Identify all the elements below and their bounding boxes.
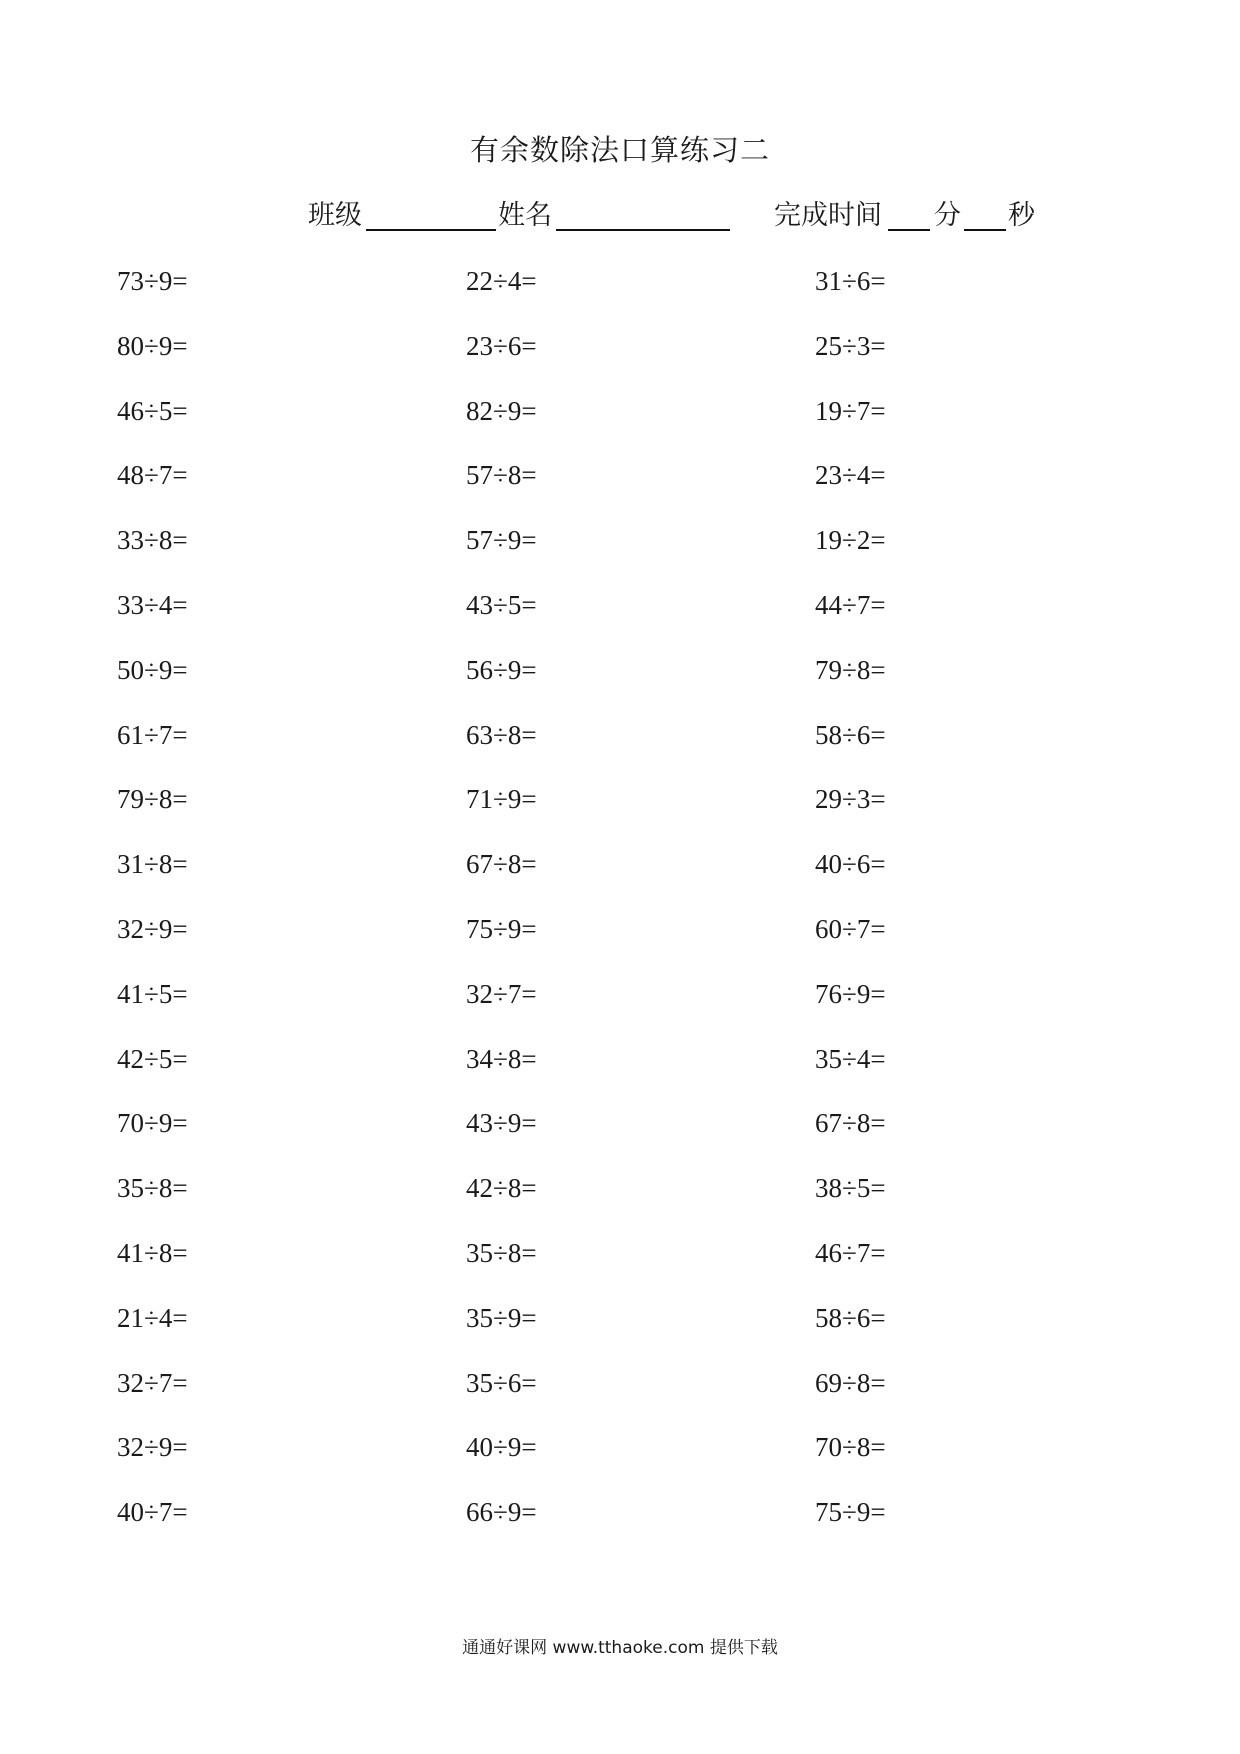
problem-item: 33÷8=: [117, 525, 188, 555]
problem-item: 50÷9=: [117, 655, 188, 685]
problem-item: 60÷7=: [815, 914, 886, 944]
problem-item: 32÷7=: [117, 1368, 188, 1398]
page-title: 有余数除法口算练习二: [469, 133, 770, 167]
problem-item: 40÷9=: [466, 1432, 537, 1462]
problem-item: 33÷4=: [117, 590, 188, 620]
second-label: 秒: [1008, 200, 1035, 231]
problem-item: 79÷8=: [815, 655, 886, 685]
second-blank: [964, 229, 1006, 231]
problem-item: 42÷8=: [466, 1173, 537, 1203]
problem-item: 46÷7=: [815, 1238, 886, 1268]
problem-item: 25÷3=: [815, 331, 886, 361]
problem-item: 34÷8=: [466, 1044, 537, 1074]
problem-item: 35÷8=: [466, 1238, 537, 1268]
problem-item: 35÷9=: [466, 1303, 537, 1333]
problem-item: 46÷5=: [117, 396, 188, 426]
class-label: 班级: [308, 200, 362, 231]
problem-item: 73÷9=: [117, 266, 188, 296]
problem-item: 56÷9=: [466, 655, 537, 685]
problem-item: 69÷8=: [815, 1368, 886, 1398]
problem-item: 63÷8=: [466, 720, 537, 750]
problem-item: 41÷5=: [117, 979, 188, 1009]
problem-item: 43÷5=: [466, 590, 537, 620]
problem-item: 40÷6=: [815, 849, 886, 879]
problem-item: 35÷6=: [466, 1368, 537, 1398]
problem-item: 23÷6=: [466, 331, 537, 361]
problem-item: 19÷7=: [815, 396, 886, 426]
problem-item: 67÷8=: [466, 849, 537, 879]
problem-item: 32÷9=: [117, 914, 188, 944]
problem-item: 22÷4=: [466, 266, 537, 296]
problem-item: 29÷3=: [815, 784, 886, 814]
name-label: 姓名: [498, 200, 552, 231]
minute-label: 分: [934, 200, 961, 231]
problem-item: 32÷9=: [117, 1432, 188, 1462]
problem-item: 35÷4=: [815, 1044, 886, 1074]
time-label: 完成时间: [774, 200, 882, 231]
footer-source: 通通好课网 www.tthaoke.com 提供下载: [462, 1638, 778, 1658]
problem-item: 70÷9=: [117, 1108, 188, 1138]
problem-item: 31÷8=: [117, 849, 188, 879]
problem-item: 57÷8=: [466, 460, 537, 490]
problem-item: 58÷6=: [815, 720, 886, 750]
problem-item: 57÷9=: [466, 525, 537, 555]
class-blank: [366, 229, 496, 231]
student-info-row: [0, 196, 1240, 236]
problem-item: 66÷9=: [466, 1497, 537, 1527]
problem-item: 75÷9=: [815, 1497, 886, 1527]
problem-item: 38÷5=: [815, 1173, 886, 1203]
problem-item: 40÷7=: [117, 1497, 188, 1527]
problem-item: 75÷9=: [466, 914, 537, 944]
problem-item: 44÷7=: [815, 590, 886, 620]
problem-item: 48÷7=: [117, 460, 188, 490]
problem-item: 71÷9=: [466, 784, 537, 814]
problem-item: 76÷9=: [815, 979, 886, 1009]
name-blank: [556, 229, 730, 231]
problem-item: 19÷2=: [815, 525, 886, 555]
problem-item: 43÷9=: [466, 1108, 537, 1138]
problem-item: 21÷4=: [117, 1303, 188, 1333]
minute-blank: [888, 229, 930, 231]
problem-item: 82÷9=: [466, 396, 537, 426]
problem-item: 35÷8=: [117, 1173, 188, 1203]
problem-item: 32÷7=: [466, 979, 537, 1009]
problem-item: 80÷9=: [117, 331, 188, 361]
problem-item: 23÷4=: [815, 460, 886, 490]
problem-item: 61÷7=: [117, 720, 188, 750]
problem-item: 31÷6=: [815, 266, 886, 296]
problem-item: 42÷5=: [117, 1044, 188, 1074]
problem-item: 58÷6=: [815, 1303, 886, 1333]
problem-item: 70÷8=: [815, 1432, 886, 1462]
problem-item: 41÷8=: [117, 1238, 188, 1268]
problem-item: 79÷8=: [117, 784, 188, 814]
problem-item: 67÷8=: [815, 1108, 886, 1138]
